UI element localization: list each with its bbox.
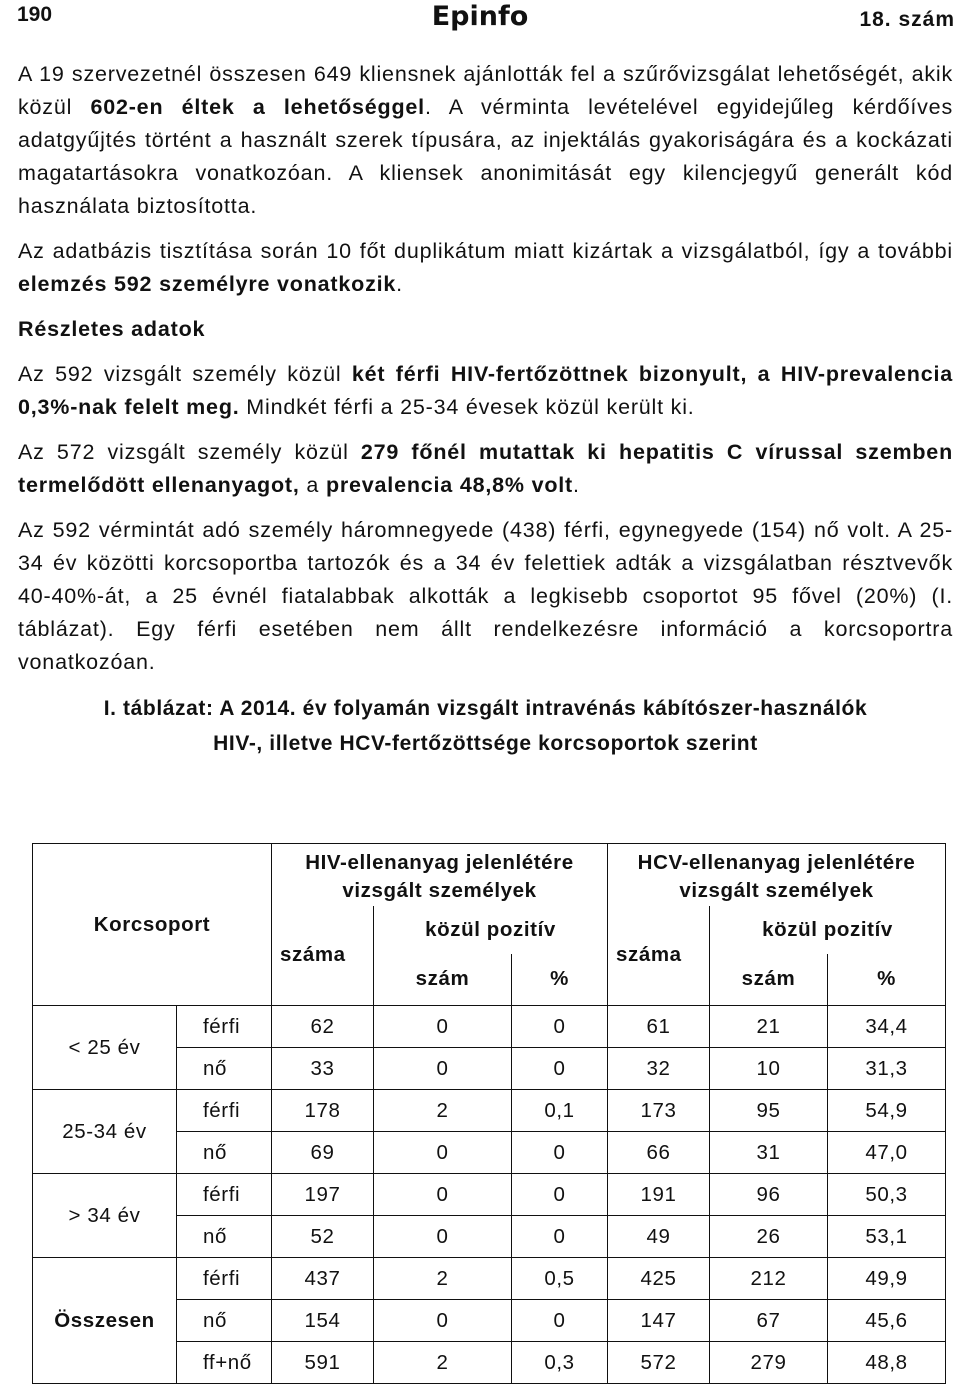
- table-row: [33, 1258, 946, 1300]
- table-cell: 0: [512, 1006, 608, 1048]
- table-cell: 0,1: [512, 1090, 608, 1132]
- table-cell: 212: [710, 1258, 828, 1300]
- table-cell: 61: [608, 1006, 710, 1048]
- table-cell: 21: [710, 1006, 828, 1048]
- table-cell: 197: [272, 1174, 374, 1216]
- header-hcv-group: HCV-ellenanyag jelenlétére vizsgált személyek: [608, 844, 946, 906]
- table-cell: 425: [608, 1258, 710, 1300]
- age-group-label: < 25 év: [33, 1006, 177, 1090]
- header-hcv-num: szám: [710, 954, 828, 1006]
- table-cell: 49: [608, 1216, 710, 1258]
- section-heading: Részletes adatok: [18, 317, 206, 341]
- table-cell: 26: [710, 1216, 828, 1258]
- table-cell: 0: [374, 1216, 512, 1258]
- table-cell: 572: [608, 1342, 710, 1384]
- table-row: [33, 1090, 946, 1132]
- sex-label: férfi: [177, 1090, 272, 1132]
- table-cell: 0,5: [512, 1258, 608, 1300]
- table-cell: 50,3: [828, 1174, 946, 1216]
- paragraph-hiv: Az 592 vizsgált személy közül két férfi HIV-fertőzöttnek bizonyult, a HIV-prevalencia 0,3%-nak felelt meg. Mindkét férfi a 25-34 évesek közül került ki.: [18, 362, 953, 419]
- sex-label: nő: [177, 1048, 272, 1090]
- header-hiv-num: szám: [374, 954, 512, 1006]
- table-cell: 47,0: [828, 1132, 946, 1174]
- table-cell: 49,9: [828, 1258, 946, 1300]
- table-cell: 66: [608, 1132, 710, 1174]
- table-cell: 279: [710, 1342, 828, 1384]
- header-hcv-pct: %: [828, 954, 946, 1006]
- table-cell: 178: [272, 1090, 374, 1132]
- table-cell: 0: [512, 1048, 608, 1090]
- header-age-group: Korcsoport: [33, 844, 272, 1006]
- header-hiv-positive: közül pozitív: [374, 906, 608, 954]
- table-cell: 591: [272, 1342, 374, 1384]
- table-cell: 173: [608, 1090, 710, 1132]
- table-cell: 10: [710, 1048, 828, 1090]
- paragraph-screening: A 19 szervezetnél összesen 649 kliensnek ajánlották fel a szűrővizsgálat lehetőségét, akik közül 602-en éltek a lehetőséggel. A vérminta levételével egyidejűleg kérdőíves adatgyűjtés történt a használt szerek típusára, az injektálás gyakoriságára és a kockázati magatartásokra vonatkozóan. A kliensek anonimitását egy kilencjegyű generált kód használata biztosította.: [18, 62, 953, 218]
- table-cell: 0: [374, 1132, 512, 1174]
- table-cell: 67: [710, 1300, 828, 1342]
- table-cell: 191: [608, 1174, 710, 1216]
- table-cell: 45,6: [828, 1300, 946, 1342]
- table-cell: 31: [710, 1132, 828, 1174]
- paragraph-hcv: Az 572 vizsgált személy közül 279 főnél mutattak ki hepatitis C vírussal szemben termelődött ellenanyagot, a prevalencia 48,8% volt.: [18, 440, 953, 497]
- table-cell: 0: [512, 1174, 608, 1216]
- table-cell: 0: [512, 1216, 608, 1258]
- table-cell: 62: [272, 1006, 374, 1048]
- table-cell: 154: [272, 1300, 374, 1342]
- sex-label: nő: [177, 1216, 272, 1258]
- table-cell: 0: [374, 1006, 512, 1048]
- table-cell: 69: [272, 1132, 374, 1174]
- table-cell: 0: [374, 1048, 512, 1090]
- table-cell: 33: [272, 1048, 374, 1090]
- table-cell: 96: [710, 1174, 828, 1216]
- table-cell: 48,8: [828, 1342, 946, 1384]
- table-cell: 0: [374, 1174, 512, 1216]
- table-cell: 147: [608, 1300, 710, 1342]
- page-number: 190: [17, 3, 53, 26]
- data-table: [32, 843, 946, 1384]
- data-table-container: [32, 843, 946, 1384]
- article-body: [18, 58, 953, 761]
- table-cell: 53,1: [828, 1216, 946, 1258]
- issue-number: 18. szám: [859, 8, 955, 31]
- table-cell: 437: [272, 1258, 374, 1300]
- table-row: [33, 1006, 946, 1048]
- table-cell: 95: [710, 1090, 828, 1132]
- table-cell: 0,3: [512, 1342, 608, 1384]
- sex-label: férfi: [177, 1006, 272, 1048]
- table-cell: 0: [512, 1300, 608, 1342]
- sex-label: nő: [177, 1300, 272, 1342]
- header-hcv-count: száma: [608, 906, 710, 1006]
- header-hcv-positive: közül pozitív: [710, 906, 946, 954]
- sex-label: férfi: [177, 1258, 272, 1300]
- table-cell: 52: [272, 1216, 374, 1258]
- age-group-label: Összesen: [33, 1258, 177, 1384]
- paragraph-database: Az adatbázis tisztítása során 10 főt duplikátum miatt kizártak a vizsgálatból, így a további elemzés 592 személyre vonatkozik.: [18, 239, 953, 296]
- header-hiv-count: száma: [272, 906, 374, 1006]
- table-cell: 2: [374, 1258, 512, 1300]
- journal-logo: Epinfo: [431, 1, 529, 32]
- paragraph-demographics: Az 592 vérmintát adó személy háromnegyede (438) férfi, egynegyede (154) nő volt. A 25-34 év közötti korcsoportba tartozók és a 34 év felettiek adták a vizsgálatban résztvevők 40-40%-át, a 25 évnél fiatalabbak alkották a legkisebb csoportot 95 fővel (20%) (I. táblázat). Egy férfi esetében nem állt rendelkezésre információ a korcsoportra vonatkozóan.: [18, 518, 953, 674]
- table-cell: 2: [374, 1090, 512, 1132]
- table-cell: 0: [512, 1132, 608, 1174]
- table-cell: 0: [374, 1300, 512, 1342]
- sex-label: nő: [177, 1132, 272, 1174]
- table-row: [33, 1174, 946, 1216]
- age-group-label: 25-34 év: [33, 1090, 177, 1174]
- page-header: [0, 0, 960, 44]
- header-hiv-group: HIV-ellenanyag jelenlétére vizsgált személyek: [272, 844, 608, 906]
- sex-label: ff+nő: [177, 1342, 272, 1384]
- table-cell: 54,9: [828, 1090, 946, 1132]
- table-cell: 34,4: [828, 1006, 946, 1048]
- table-cell: 2: [374, 1342, 512, 1384]
- table-cell: 32: [608, 1048, 710, 1090]
- table-body: [33, 1006, 946, 1384]
- sex-label: férfi: [177, 1174, 272, 1216]
- table-caption: I. táblázat: A 2014. év folyamán vizsgált intravénás kábítószer-használók HIV-, illetve HCV-fertőzöttsége korcsoportok szerint: [103, 697, 868, 755]
- table-cell: 31,3: [828, 1048, 946, 1090]
- age-group-label: > 34 év: [33, 1174, 177, 1258]
- header-hiv-pct: %: [512, 954, 608, 1006]
